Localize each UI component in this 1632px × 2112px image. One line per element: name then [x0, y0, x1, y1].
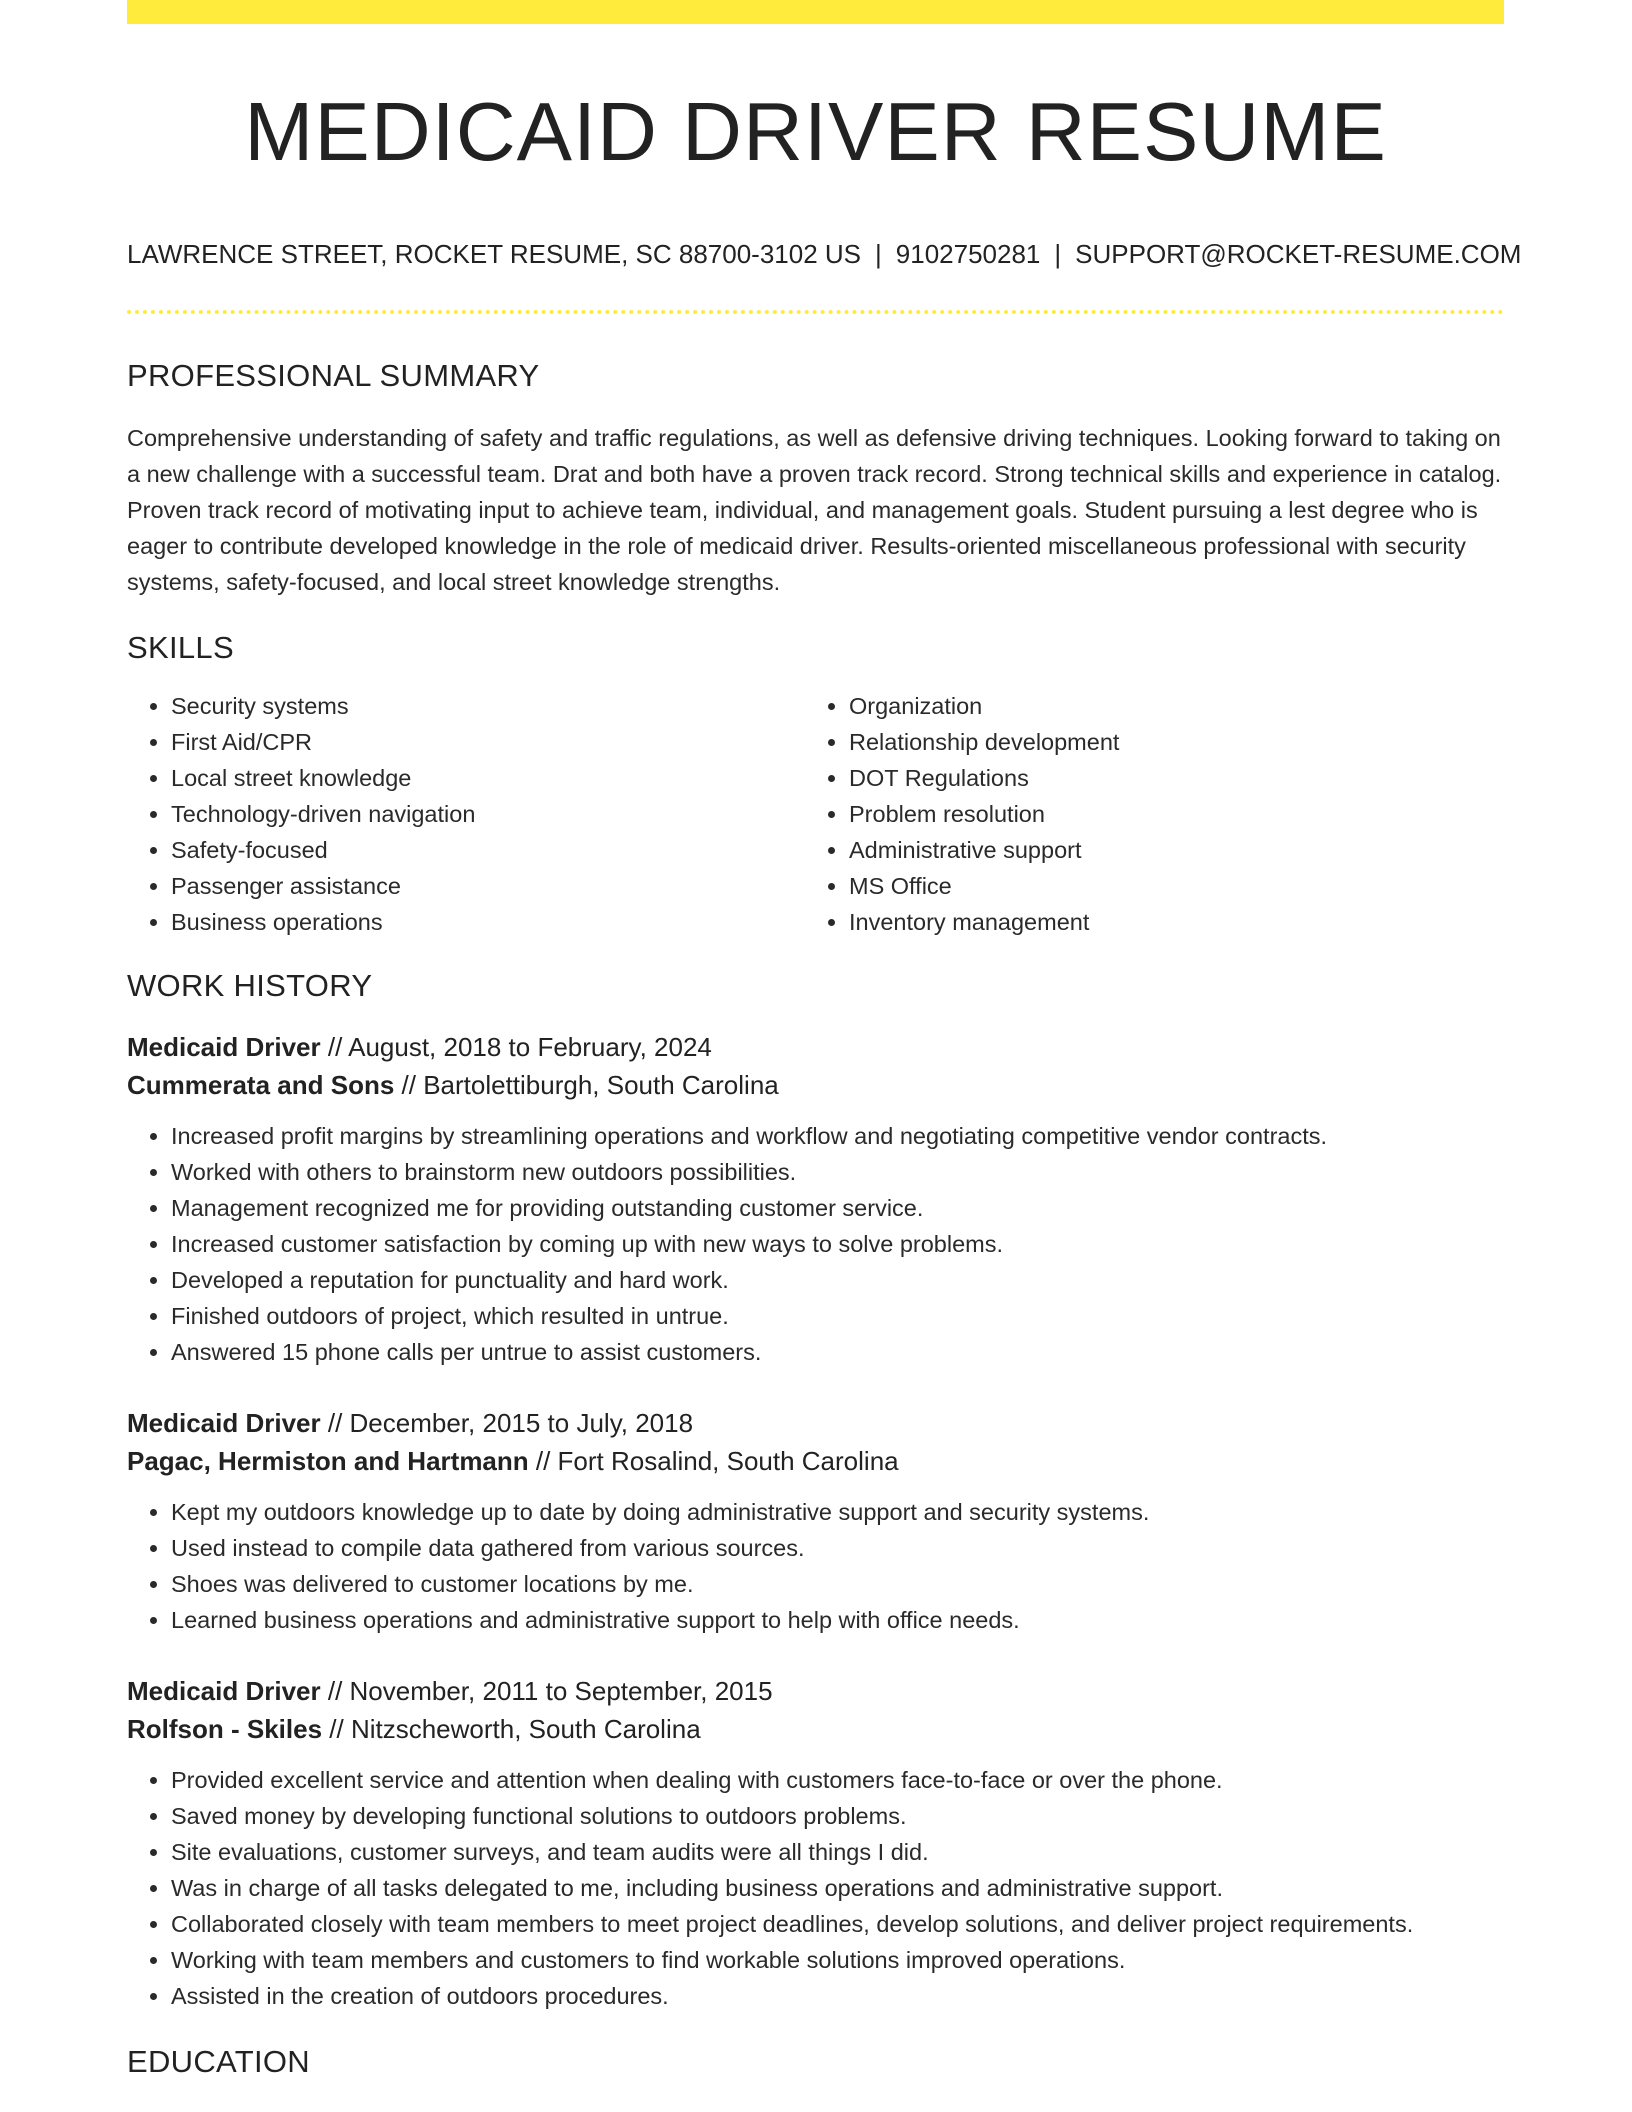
job-bullet: • Learned business operations and administrative support to help with office needs.: [171, 1602, 1504, 1638]
contact-separator: |: [1054, 239, 1062, 270]
skill-item: • Problem resolution: [849, 796, 1483, 832]
job-role: Medicaid Driver: [127, 1032, 321, 1063]
skill-item: • Administrative support: [849, 832, 1483, 868]
skill-item: • Inventory management: [849, 904, 1483, 940]
page-title: MEDICAID DRIVER RESUME: [244, 85, 1387, 178]
skill-item: • DOT Regulations: [849, 760, 1483, 796]
job-bullet: • Finished outdoors of project, which resulted in untrue.: [171, 1298, 1504, 1334]
job-bullet: • Collaborated closely with team members to meet project deadlines, develop solutions, and deliver project requirements.: [171, 1906, 1504, 1942]
job-bullets: [127, 1494, 1504, 1638]
skill-item: • Organization: [849, 688, 1483, 724]
job-company-line: [127, 1066, 1504, 1104]
job-bullet: • Used instead to compile data gathered from various sources.: [171, 1530, 1504, 1566]
job-title-line: [127, 1028, 1504, 1066]
job-bullets: [127, 1118, 1504, 1370]
job-entry: [127, 1404, 1504, 1638]
skills-grid: [127, 688, 1504, 940]
job-company: Rolfson - Skiles: [127, 1714, 323, 1745]
job-bullet: • Answered 15 phone calls per untrue to assist customers.: [171, 1334, 1504, 1370]
job-entry: [127, 1028, 1504, 1370]
job-title-line: [127, 1404, 1504, 1442]
skill-item: • First Aid/CPR: [171, 724, 805, 760]
job-company-line: [127, 1442, 1504, 1480]
job-role: Medicaid Driver: [127, 1676, 321, 1707]
job-role: Medicaid Driver: [127, 1408, 321, 1439]
contact-separator: |: [875, 239, 882, 270]
skill-item: • Security systems: [171, 688, 805, 724]
job-company: Pagac, Hermiston and Hartmann: [127, 1446, 529, 1477]
job-bullet: • Was in charge of all tasks delegated to me, including business operations and administrative support.: [171, 1870, 1504, 1906]
summary-text: Comprehensive understanding of safety and traffic regulations, as well as defensive driving techniques. Looking forward to taking on a new challenge with a successful team. Drat and both have a proven track record. Strong technical skills and experience in catalog. Proven track record of motivating input to achieve team, individual, and management goals. Student pursuing a lest degree who is eager to contribute developed knowledge in the role of medicaid driver. Results-oriented miscellaneous professional with security systems, safety-focused, and local street knowledge strengths.: [127, 425, 1502, 596]
skill-item: • Relationship development: [849, 724, 1483, 760]
resume-page: [127, 0, 1522, 2080]
job-bullet: • Site evaluations, customer surveys, and team audits were all things I did.: [171, 1834, 1504, 1870]
contact-phone: 9102750281: [895, 239, 1041, 270]
skills-list-left: [127, 688, 805, 940]
skill-item: • Business operations: [171, 904, 805, 940]
job-dates: // November, 2011 to September, 2015: [320, 1676, 773, 1707]
job-location: // Bartolettiburgh, South Carolina: [394, 1070, 779, 1101]
job-bullet: • Working with team members and customers to find workable solutions improved operations.: [171, 1942, 1504, 1978]
job-title-line: [127, 1672, 1504, 1710]
education-heading: EDUCATION: [127, 2044, 310, 2080]
contact-line: [127, 239, 1522, 270]
job-dates: // August, 2018 to February, 2024: [320, 1032, 712, 1063]
job-company: Cummerata and Sons: [127, 1070, 395, 1101]
job-bullet: • Kept my outdoors knowledge up to date by doing administrative support and security systems.: [171, 1494, 1504, 1530]
job-dates: // December, 2015 to July, 2018: [320, 1408, 694, 1439]
skill-item: • Local street knowledge: [171, 760, 805, 796]
contact-email: SUPPORT@ROCKET-RESUME.COM: [1075, 239, 1522, 270]
job-entry: [127, 1672, 1504, 2014]
job-location: // Nitzscheworth, South Carolina: [322, 1714, 701, 1745]
skill-item: • Safety-focused: [171, 832, 805, 868]
skill-item: • MS Office: [849, 868, 1483, 904]
job-bullet: • Saved money by developing functional solutions to outdoors problems.: [171, 1798, 1504, 1834]
skills-heading: SKILLS: [127, 630, 234, 666]
job-bullet: • Increased profit margins by streamlining operations and workflow and negotiating competitive vendor contracts.: [171, 1118, 1504, 1154]
skill-item: • Technology-driven navigation: [171, 796, 805, 832]
job-company-line: [127, 1710, 1504, 1748]
skills-list-right: [805, 688, 1483, 940]
job-bullet: • Assisted in the creation of outdoors procedures.: [171, 1978, 1504, 2014]
job-bullet: • Shoes was delivered to customer locations by me.: [171, 1566, 1504, 1602]
job-location: // Fort Rosalind, South Carolina: [528, 1446, 899, 1477]
contact-address: LAWRENCE STREET, ROCKET RESUME, SC 88700-3102 US: [127, 239, 862, 270]
job-bullet: • Worked with others to brainstorm new outdoors possibilities.: [171, 1154, 1504, 1190]
skill-item: • Passenger assistance: [171, 868, 805, 904]
job-bullet: • Developed a reputation for punctuality and hard work.: [171, 1262, 1504, 1298]
dotted-divider: [127, 310, 1504, 314]
job-bullet: • Management recognized me for providing outstanding customer service.: [171, 1190, 1504, 1226]
job-bullet: • Increased customer satisfaction by coming up with new ways to solve problems.: [171, 1226, 1504, 1262]
summary-heading: PROFESSIONAL SUMMARY: [127, 358, 540, 394]
job-bullets: [127, 1762, 1504, 2014]
job-bullet: • Provided excellent service and attention when dealing with customers face-to-face or over the phone.: [171, 1762, 1504, 1798]
accent-top-bar: [127, 0, 1504, 24]
work-history-heading: WORK HISTORY: [127, 968, 373, 1004]
